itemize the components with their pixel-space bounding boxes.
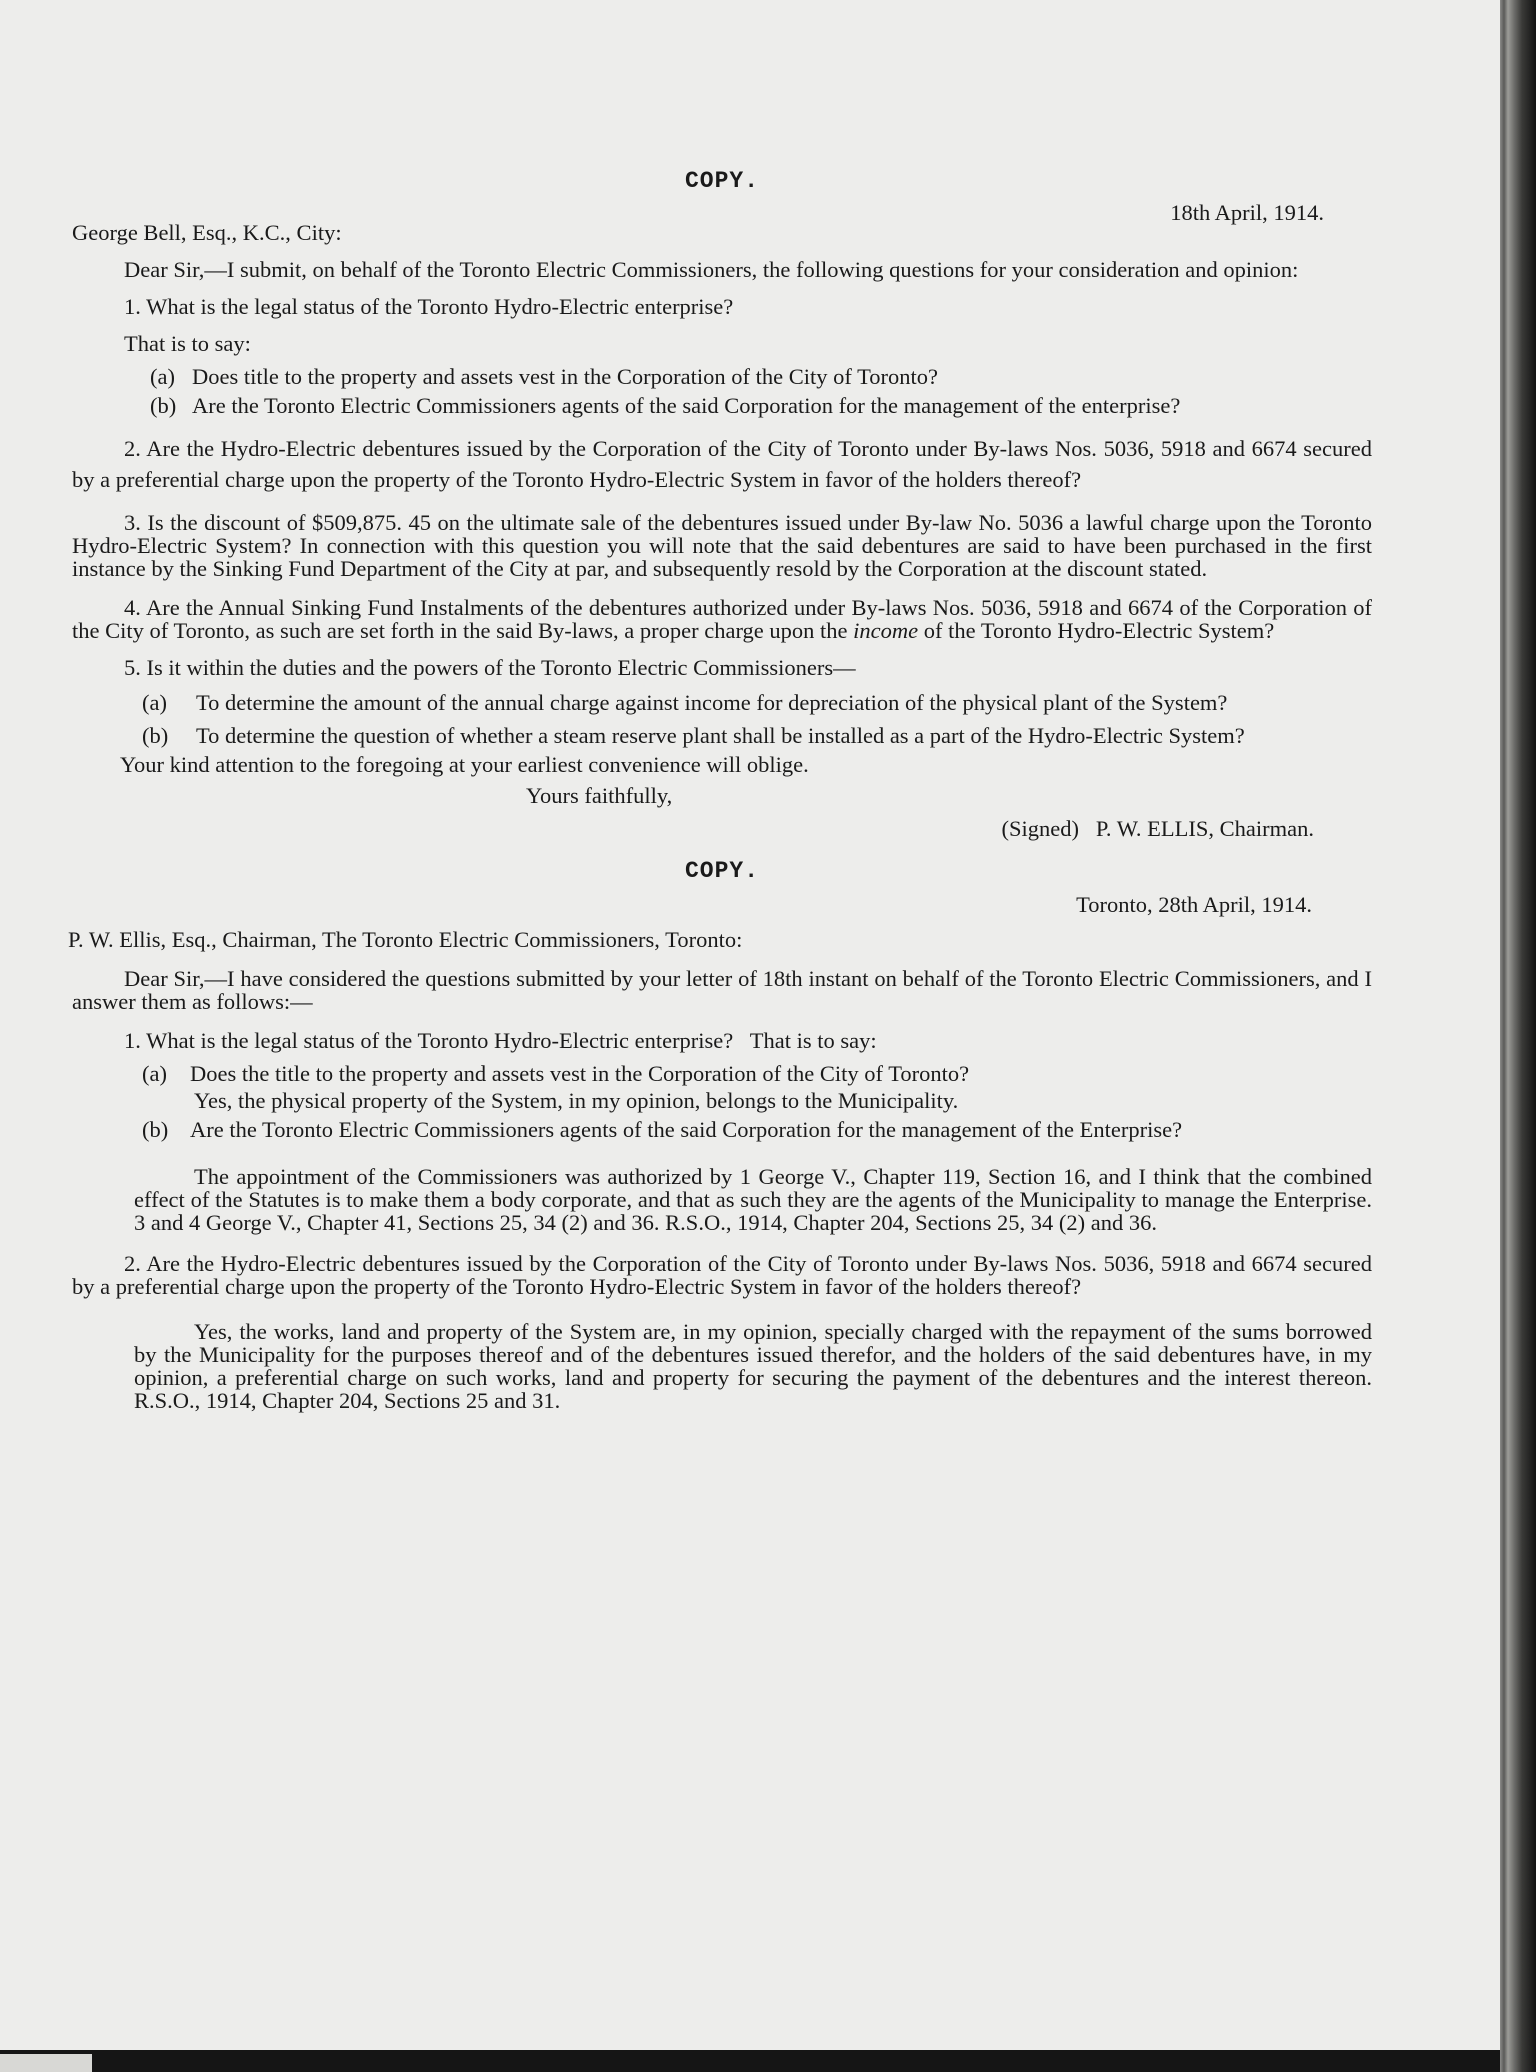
letter2-answer-1b: The appointment of the Commissioners was authorized by 1 George V., Chapter 119, Section 16, and I think that the combined effect of the Statutes is to make them a body corporate, and that as such they are the agents of the Municipality to manage the Enterprise. 3 and 4 George V., Chapter 41, Sections 25, 34 (2) and 36. R.S.O., 1914, Chapter 204, Sections 25, 34 (2) and 36. bbox=[134, 1164, 1372, 1235]
letter1-question-5: 5. Is it within the duties and the powers of the Toronto Electric Commissioners— bbox=[124, 655, 856, 680]
letter2-question-1b bbox=[142, 1118, 1372, 1141]
letter2-answer-1a: Yes, the physical property of the System, in my opinion, belongs to the Municipality. bbox=[194, 1088, 959, 1113]
letter2-answer-2: Yes, the works, land and property of the System are, in my opinion, specially charged with the repayment of the sums borrowed by the Municipality for the purposes thereof and of the debentures issued therefor, and the holders of the said debentures have, in my opinion, a preferential charge on such works, land and property for securing the payment of the debentures and the interest thereon. R.S.O., 1914, Chapter 204, Sections 25 and 31. bbox=[134, 1319, 1372, 1413]
letter1-yours-faithfully: Yours faithfully, bbox=[526, 783, 673, 808]
bottom-tab bbox=[0, 2054, 92, 2072]
letter2-q1a-label: (a) bbox=[142, 1061, 167, 1086]
letter1-question-2: 2. Are the Hydro-Electric debentures issued by the Corporation of the City of Toronto under By-laws Nos. 5036, 5918 and 6674 secured by a preferential charge upon the property of the Toronto Hydro-Electric System in favor of the holders thereof? bbox=[72, 436, 1372, 492]
bottom-border bbox=[0, 2050, 1500, 2072]
letter1-question-3: 3. Is the discount of $509,875. 45 on the ultimate sale of the debentures issued under By-law No. 5036 a lawful charge upon the Toronto Hydro-Electric System? In connection with this question you will note that the said debentures are said to have been purchased in the first instance by the Sinking Fund Department of the City at par, and subsequently resold by the Corporation at the discount stated. bbox=[72, 510, 1372, 581]
letter1-question-1: 1. What is the legal status of the Toronto Hydro-Electric enterprise? bbox=[124, 294, 734, 319]
letter2-date: Toronto, 28th April, 1914. bbox=[1076, 892, 1312, 917]
letter1-q4-italic: income bbox=[853, 618, 919, 643]
copy-heading-2: COPY. bbox=[684, 858, 759, 884]
letter1-header-row bbox=[72, 200, 1372, 245]
letter2-question-2: 2. Are the Hydro-Electric debentures issued by the Corporation of the City of Toronto under By-laws Nos. 5036, 5918 and 6674 secured by a preferential charge upon the property of the Toronto Hydro-Electric System in favor of the holders thereof? bbox=[72, 1251, 1372, 1299]
letter1-addressee: George Bell, Esq., K.C., City: bbox=[72, 220, 342, 245]
letter1-q5a-label: (a) bbox=[142, 690, 167, 715]
letter1-that-is-to-say: That is to say: bbox=[124, 331, 251, 356]
letter1-q5b-text: To determine the question of whether a steam reserve plant shall be installed as a part of the Hydro-Electric System? bbox=[196, 723, 1245, 748]
letter1-q1b-text: Are the Toronto Electric Commissioners agents of the said Corporation for the management of the enterprise? bbox=[192, 393, 1181, 418]
letter2-question-1a bbox=[142, 1062, 1372, 1085]
letter1-q1a-label: (a) bbox=[150, 364, 175, 389]
letter2-question-1: 1. What is the legal status of the Toronto Hydro-Electric enterprise? That is to say: bbox=[124, 1028, 877, 1053]
letter1-date: 18th April, 1914. bbox=[1170, 200, 1324, 225]
letter2-q1b-label: (b) bbox=[142, 1117, 169, 1142]
letter2-q1b-text: Are the Toronto Electric Commissioners agents of the said Corporation for the management of the Enterprise? bbox=[190, 1117, 1183, 1142]
letter1-q4-before: 4. Are the Annual Sinking Fund Instalments of the debentures authorized under By-laws Nos. 5036, 5918 and 6674 of the Corporation of the City of Toronto, as such are set forth in the said By-laws, a proper charge upon the bbox=[72, 595, 1372, 643]
letter1-closing: Your kind attention to the foregoing at your earliest convenience will oblige. bbox=[120, 752, 809, 777]
letter1-q1b-label: (b) bbox=[150, 393, 177, 418]
document-content bbox=[68, 168, 1372, 1413]
letter1-q5a-text: To determine the amount of the annual charge against income for depreciation of the physical plant of the System? bbox=[196, 690, 1228, 715]
letter2-q1a-text: Does the title to the property and assets vest in the Corporation of the City of Toronto? bbox=[190, 1061, 970, 1086]
letter1-question-4 bbox=[72, 596, 1372, 642]
letter2-salutation-paragraph: Dear Sir,—I have considered the questions submitted by your letter of 18th instant on behalf of the Toronto Electric Commissioners, and I answer them as follows:— bbox=[72, 966, 1372, 1014]
letter1-question-1b bbox=[150, 394, 1372, 417]
copy-heading-1: COPY. bbox=[684, 168, 759, 194]
letter1-q1a-text: Does title to the property and assets vest in the Corporation of the City of Toronto? bbox=[192, 364, 938, 389]
book-edge bbox=[1500, 0, 1536, 2072]
letter2-addressee: P. W. Ellis, Esq., Chairman, The Toronto Electric Commissioners, Toronto: bbox=[68, 927, 743, 952]
letter1-q5b-label: (b) bbox=[142, 723, 169, 748]
letter1-signature: (Signed) P. W. ELLIS, Chairman. bbox=[1001, 816, 1314, 841]
letter1-question-5b bbox=[142, 724, 1372, 747]
letter1-q4-after: of the Toronto Hydro-Electric System? bbox=[923, 618, 1275, 643]
letter1-salutation-paragraph: Dear Sir,—I submit, on behalf of the Toronto Electric Commissioners, the following questions for your consideration and opinion: bbox=[124, 257, 1299, 282]
letter1-question-1a bbox=[150, 365, 1372, 388]
letter1-question-5a bbox=[142, 691, 1372, 714]
